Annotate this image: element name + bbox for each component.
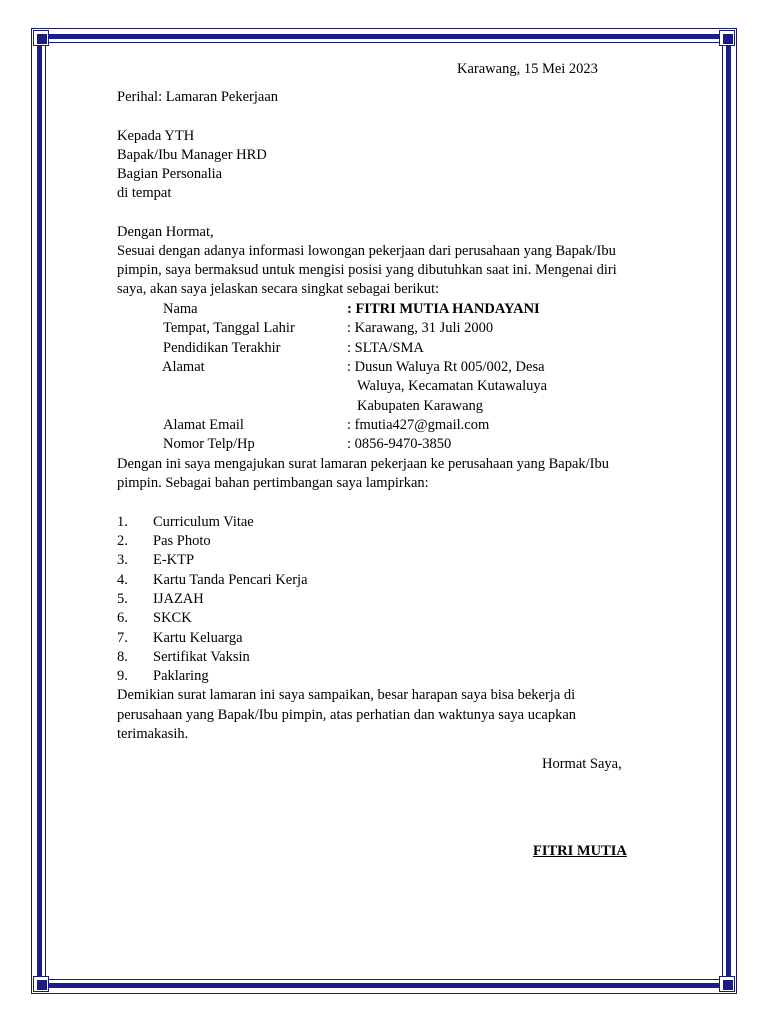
corner-ornament-top-right (719, 30, 735, 46)
detail-label: Nama (163, 301, 198, 317)
list-item: Pas Photo (153, 533, 211, 549)
signature-name: FITRI MUTIA (533, 843, 627, 859)
detail-label: Alamat (162, 359, 205, 375)
paragraph-line: pimpin, saya bermaksud untuk mengisi posisi yang dibutuhkan saat ini. Mengenai diri (117, 262, 617, 278)
list-item: Curriculum Vitae (153, 514, 254, 530)
detail-value: : Karawang, 31 Juli 2000 (347, 320, 494, 336)
list-number: 2. (117, 533, 128, 549)
list-item: E-KTP (153, 552, 195, 568)
list-item: Kartu Tanda Pencari Kerja (153, 572, 308, 588)
list-number: 5. (117, 591, 128, 607)
paragraph-line: Demikian surat lamaran ini saya sampaikan, besar harapan saya bisa bekerja di (117, 687, 576, 703)
list-number: 7. (117, 630, 128, 646)
detail-value-continued: Waluya, Kecamatan Kutawaluya (357, 378, 548, 394)
recipient-line: Kepada YTH (117, 128, 195, 144)
paragraph-line: Sesuai dengan adanya informasi lowongan pekerjaan dari perusahaan yang Bapak/Ibu (117, 243, 616, 259)
detail-label: Pendidikan Terakhir (163, 340, 281, 356)
list-item: IJAZAH (153, 591, 204, 607)
corner-ornament-bottom-right (719, 976, 735, 992)
recipient-line: di tempat (117, 185, 172, 201)
paragraph-line: saya, akan saya jelaskan secara singkat sebagai berikut: (117, 281, 440, 297)
paragraph-line: terimakasih. (117, 726, 189, 742)
corner-ornament-bottom-left (33, 976, 49, 992)
recipient-line: Bapak/Ibu Manager HRD (117, 147, 267, 163)
list-number: 1. (117, 514, 128, 530)
list-number: 9. (117, 668, 128, 684)
list-number: 8. (117, 649, 128, 665)
place-date: Karawang, 15 Mei 2023 (457, 61, 598, 77)
list-number: 3. (117, 552, 128, 568)
detail-label: Alamat Email (163, 417, 244, 433)
paragraph-line: Dengan ini saya mengajukan surat lamaran pekerjaan ke perusahaan yang Bapak/Ibu (117, 456, 609, 472)
detail-label: Nomor Telp/Hp (163, 436, 255, 452)
corner-ornament-top-left (33, 30, 49, 46)
list-item: Kartu Keluarga (153, 630, 243, 646)
detail-value-continued: Kabupaten Karawang (357, 398, 484, 414)
greeting: Dengan Hormat, (117, 224, 214, 240)
subject-line: Perihal: Lamaran Pekerjaan (117, 89, 279, 105)
list-number: 4. (117, 572, 128, 588)
detail-label: Tempat, Tanggal Lahir (163, 320, 295, 336)
list-item: Paklaring (153, 668, 209, 684)
list-item: SKCK (153, 610, 192, 626)
sign-off: Hormat Saya, (542, 756, 622, 772)
paragraph-line: pimpin. Sebagai bahan pertimbangan saya lampirkan: (117, 475, 429, 491)
recipient-line: Bagian Personalia (117, 166, 223, 182)
detail-value: : Dusun Waluya Rt 005/002, Desa (347, 359, 545, 375)
paragraph-line: perusahaan yang Bapak/Ibu pimpin, atas perhatian dan waktunya saya ucapkan (117, 707, 577, 723)
detail-value: : fmutia427@gmail.com (347, 417, 490, 433)
detail-value: : SLTA/SMA (347, 340, 424, 356)
detail-value: : 0856-9470-3850 (347, 436, 452, 452)
detail-value-name: : FITRI MUTIA HANDAYANI (347, 301, 540, 317)
list-item: Sertifikat Vaksin (153, 649, 250, 665)
list-number: 6. (117, 610, 128, 626)
